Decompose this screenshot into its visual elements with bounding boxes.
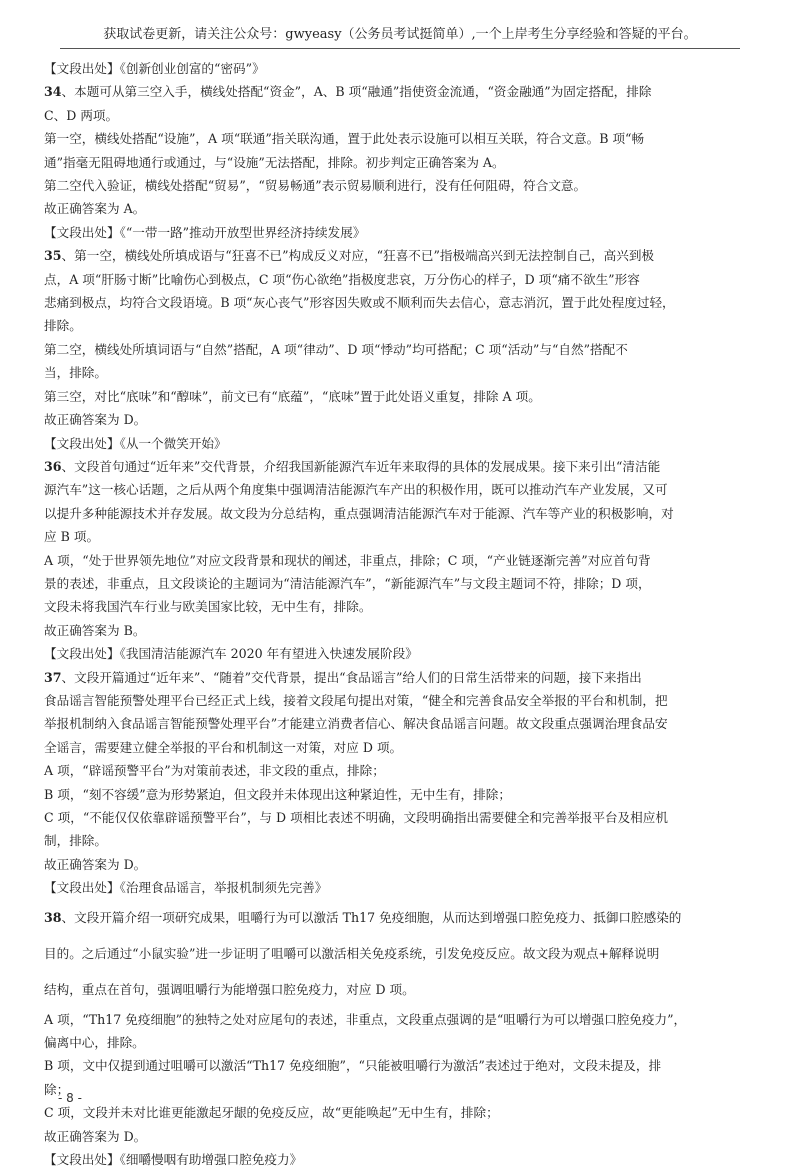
answer-line: 故正确答案为 D。	[44, 856, 147, 872]
source-line: 【文段出处】《“一带一路”推动开放型世界经济持续发展》	[44, 224, 366, 240]
text-line: 以提升多种能源技术并存发展。故文段为分总结构，重点强调清洁能源汽车对于能源、汽车等产业的积极影响，对	[44, 505, 674, 521]
text-line: 排除。	[44, 318, 82, 334]
text-line: A 项，“辟谣预警平台”为对策前表述，非文段的重点，排除；	[44, 763, 385, 779]
text-line: 源汽车”这一核心话题，之后从两个角度集中强调清洁能源汽车产出的积极作用，既可以推动汽车产业发展，又可	[44, 482, 668, 498]
answer-line: 故正确答案为 D。	[44, 1128, 147, 1144]
text-line: B 项，“刻不容缓”意为形势紧迫，但文段并未体现出这种紧迫性，无中生有，排除；	[44, 786, 511, 802]
source-line: 【文段出处】《从一个微笑开始》	[44, 435, 227, 451]
text-line: C、D 两项。	[44, 107, 119, 123]
source-line: 【文段出处】《创新创业创富的“密码”》	[44, 61, 265, 76]
question-number: 38	[44, 909, 62, 925]
text-line: C 项，“不能仅仅依靠辟谣预警平台”，与 D 项相比表述不明确，文段明确指出需要健全和完善举报平台及相应机	[44, 810, 668, 825]
text-line: 第二空代入验证，横线处搭配“贸易”，“贸易畅通”表示贸易顺利进行，没有任何阻碍，符合文意。	[44, 178, 587, 194]
text-line: C 项，文段并未对比谁更能激起牙龈的免疫反应，故“更能唤起”无中生有，排除；	[44, 1105, 499, 1121]
source-line: 【文段出处】《我国清洁能源汽车 2020 年有望进入快速发展阶段》	[44, 646, 418, 662]
question-number: 37	[44, 669, 62, 685]
text-line: 悲痛到极点，均符合文段语境。B 项“灰心丧气”形容因失败或不顺利而失去信心，意志消沉，置于此处程度过轻，	[44, 295, 675, 311]
text-line: 偏离中心，排除。	[44, 1035, 145, 1051]
page-number: - 8 -	[58, 1091, 82, 1105]
text-line: A 项，“处于世界领先地位”对应文段背景和现状的阐述，非重点，排除；C 项，“产业链逐渐完善”对应首句背	[44, 552, 651, 568]
text-line: 食品谣言智能预警处理平台已经正式上线，接着文段尾句提出对策，“健全和完善食品安全举报的平台和机制，把	[44, 692, 668, 708]
text-line: 当，排除。	[44, 365, 107, 381]
answer-content	[44, 57, 760, 1171]
answer-line: 故正确答案为 B。	[44, 622, 146, 638]
question-38-line: 38、文段开篇介绍一项研究成果，咀嚼行为可以激活 Th17 免疫细胞，从而达到增强口腔免疫力、抵御口腔感染的	[44, 909, 682, 925]
text-line: 第二空，横线处所填词语与“自然”搭配，A 项“律动”、D 项“悸动”均可搭配；C 项“活动”与“自然”搭配不	[44, 341, 628, 357]
text-line: 目的。之后通过“小鼠实验”进一步证明了咀嚼可以激活相关免疫系统，引发免疫反应。故文段为观点+解释说明	[44, 945, 660, 961]
question-38-block	[44, 900, 760, 1171]
source-line: 【文段出处】《治理食品谣言，举报机制须先完善》	[44, 880, 328, 896]
page-header: 获取试卷更新，请关注公众号：gwyeasy（公务员考试挺简单）,一个上岸考生分享经验和答疑的平台。	[60, 24, 740, 49]
text-line: 制，排除。	[44, 833, 107, 849]
question-number: 36	[44, 458, 62, 474]
text-line: 第三空，对比“底味”和“醇味”，前文已有“底蕴”，“底味”置于此处语义重复，排除 A 项。	[44, 388, 541, 404]
question-36-line: 36、文段首句通过“近年来”交代背景，介绍我国新能源汽车近年来取得的具体的发展成果。接下来引出“清洁能	[44, 458, 661, 474]
text-line: 结构，重点在首句，强调咀嚼行为能增强口腔免疫力，对应 D 项。	[44, 981, 415, 997]
text-line: B 项，文中仅提到通过咀嚼可以激活“Th17 免疫细胞”，“只能被咀嚼行为激活”表述过于绝对，文段未提及，排	[44, 1058, 662, 1074]
question-34-line: 34、本题可从第三空入手，横线处搭配“资金”，A、B 项“融通”指使资金流通，“资金融通”为固定搭配，排除	[44, 84, 652, 100]
text-line: 点，A 项“肝肠寸断”比喻伤心到极点，C 项“伤心欲绝”指极度悲哀，万分伤心的样子，D 项“痛不欲生”形容	[44, 271, 640, 287]
question-number: 35	[44, 248, 62, 264]
text-line: 应 B 项。	[44, 529, 100, 545]
question-35-line: 35、第一空，横线处所填成语与“狂喜不已”构成反义对应，“狂喜不已”指极端高兴到无法控制自己，高兴到极	[44, 248, 655, 264]
answer-line: 故正确答案为 A。	[44, 201, 146, 217]
text-line: 除；	[44, 1081, 70, 1097]
text-line: 景的表述，非重点，且文段谈论的主题词为“清洁能源汽车”，“新能源汽车”与文段主题词不符，排除；D 项，	[44, 575, 651, 591]
text-line: 全谣言，需要建立健全举报的平台和机制这一对策，对应 D 项。	[44, 739, 403, 755]
text-line: 举报机制纳入食品谣言智能预警处理平台”才能建立消费者信心、解决食品谣言问题。故文段重点强调治理食品安	[44, 716, 668, 732]
text-line: 通”指毫无阻碍地通行或通过，与“设施”无法搭配，排除。初步判定正确答案为 A。	[44, 154, 505, 170]
text-line: A 项，“Th17 免疫细胞”的独特之处对应尾句的表述，非重点，文段重点强调的是“咀嚼行为可以增强口腔免疫力”，	[44, 1011, 687, 1027]
text-line: 文段未将我国汽车行业与欧美国家比较，无中生有，排除。	[44, 599, 372, 615]
question-number: 34	[44, 84, 62, 100]
source-line: 【文段出处】《细嚼慢咽有助增强口腔免疫力》	[44, 1152, 303, 1168]
text-line: 第一空，横线处搭配“设施”，A 项“联通”指关联沟通，置于此处表示设施可以相互关联，符合文意。B 项“畅	[44, 131, 645, 147]
answer-line: 故正确答案为 D。	[44, 412, 147, 428]
question-37-line: 37、文段开篇通过“近年来”、“随着”交代背景，提出“食品谣言”给人们的日常生活带来的问题，接下来指出	[44, 669, 642, 685]
